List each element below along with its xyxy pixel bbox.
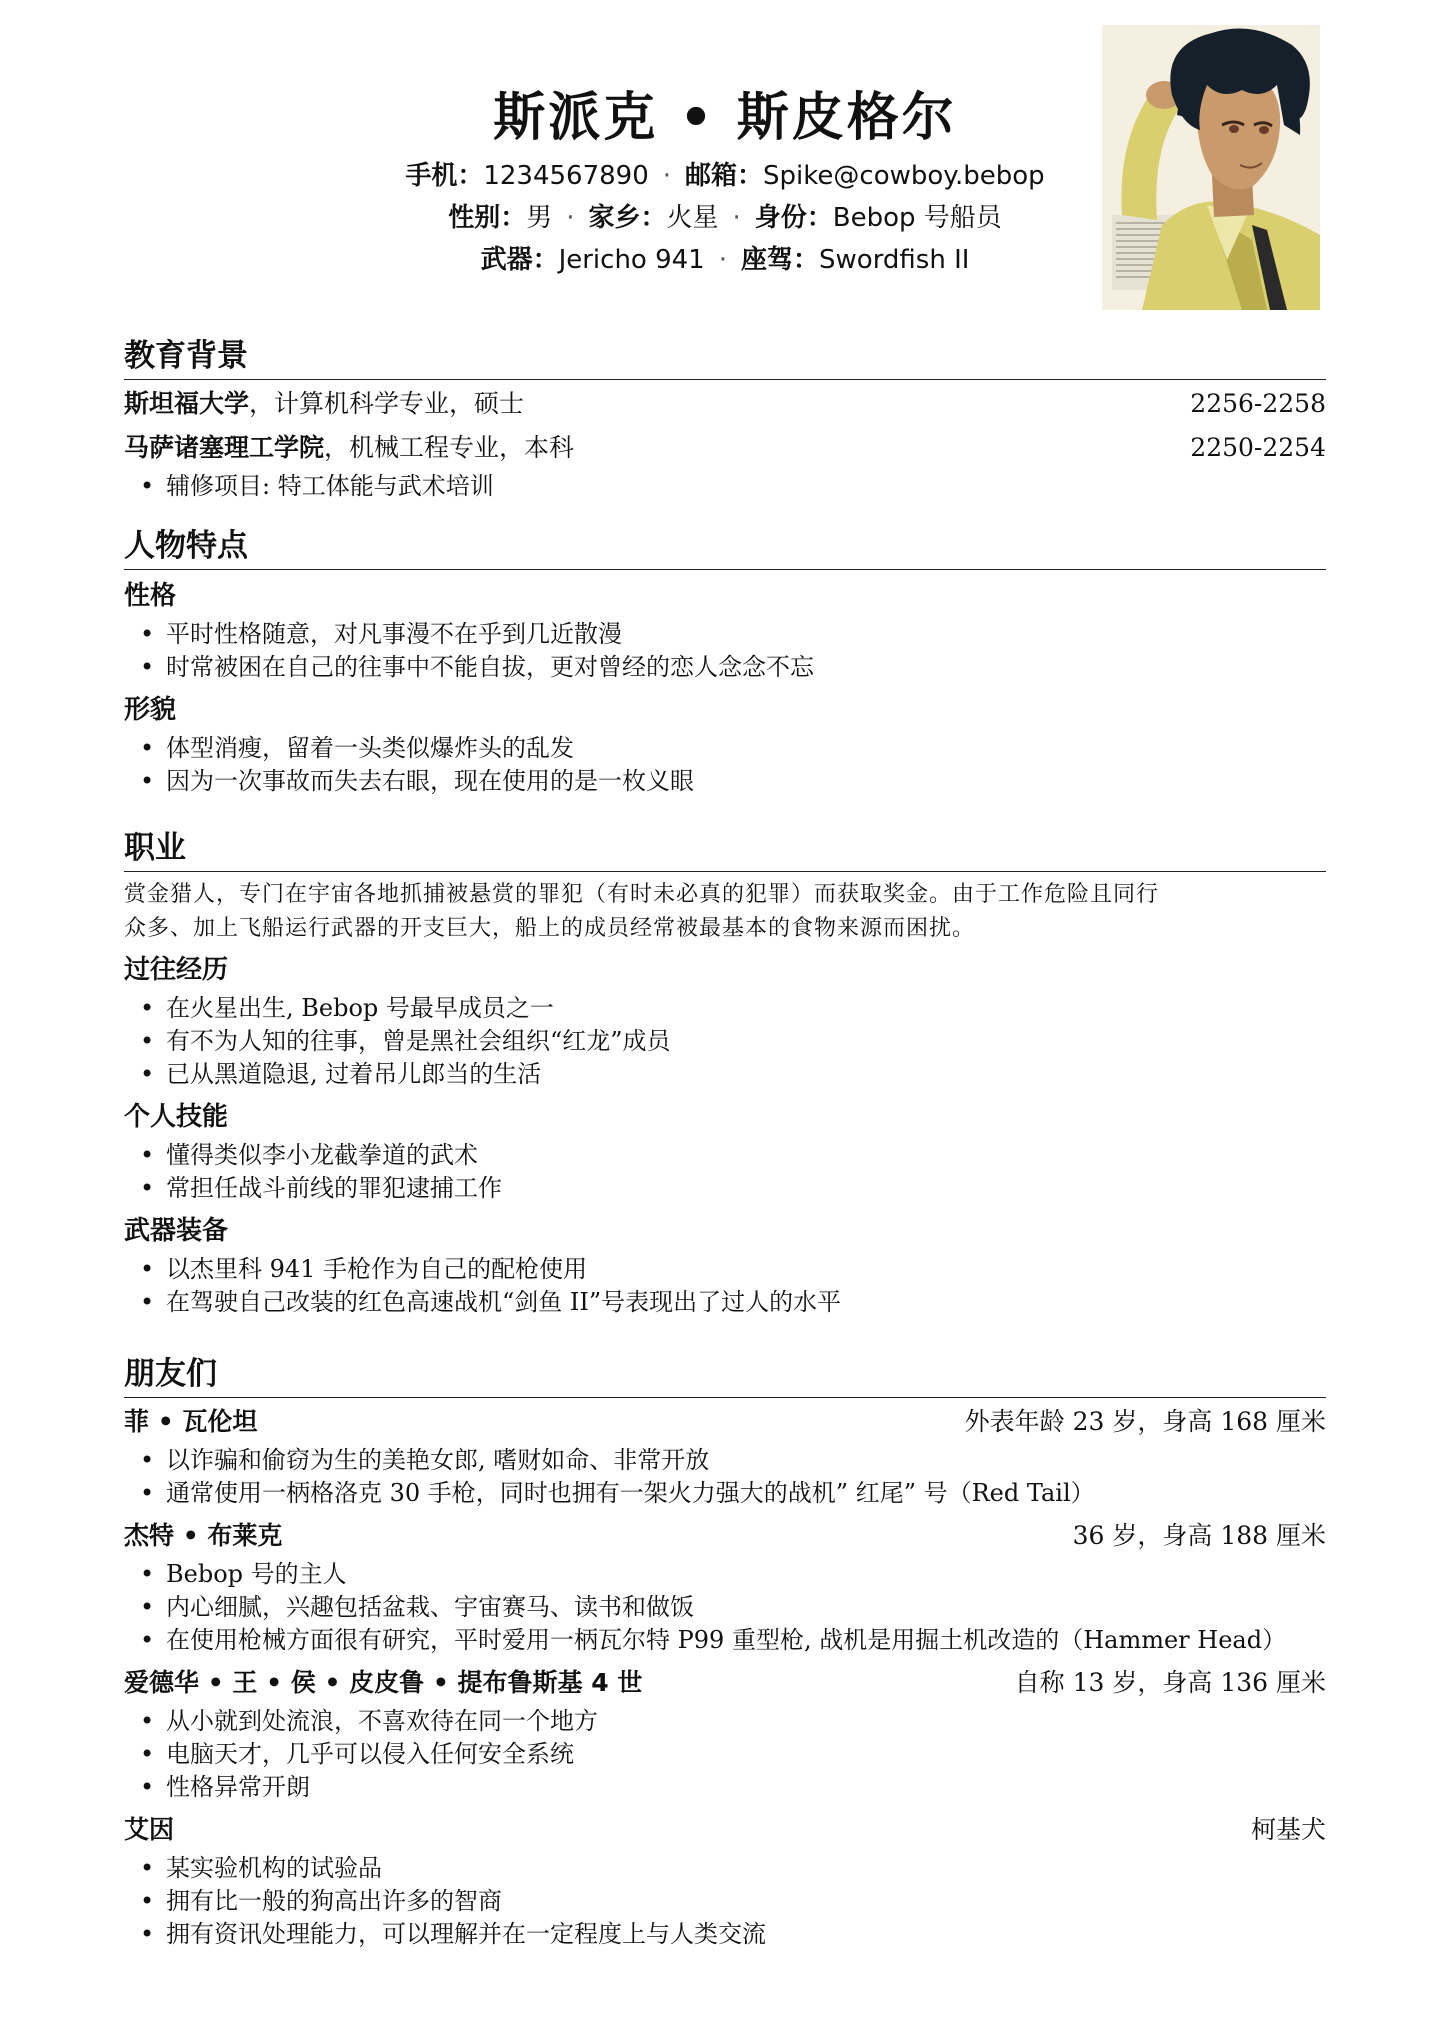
education-dates: 2250-2254 [1190,433,1326,462]
friend-name: 菲 • 瓦伦坦 [124,1407,258,1436]
phone-value: 1234567890 [483,161,649,191]
section-title-friends: 朋友们 [124,1348,1326,1398]
career-section [124,822,1326,1319]
friend-bullets [124,1444,1326,1510]
friends-section [124,1348,1326,1951]
subhead-personality: 性格 [124,581,177,611]
skills-bullets [124,1139,1326,1205]
friend-meta: 柯基犬 [1250,1815,1326,1844]
profile-photo [1102,25,1320,310]
friend-meta: 36 岁，身高 188 厘米 [1072,1521,1326,1550]
list-item: • 已从黑道隐退, 过着吊儿郎当的生活 [166,1058,1326,1091]
list-item: • 某实验机构的试验品 [166,1852,1326,1885]
past-bullets [124,992,1326,1091]
weapon-value: Jericho 941 [558,245,705,275]
phone-label: 手机： [405,161,484,191]
friend-meta: 外表年龄 23 岁，身高 168 厘米 [964,1407,1326,1436]
appearance-bullets [124,732,1326,798]
career-paragraph-line: 赏金猎人，专门在宇宙各地抓捕被悬赏的罪犯（有时未必真的犯罪）而获取奖金。由于工作危险且同行 [124,882,1160,907]
hometown-label: 家乡： [588,203,667,233]
gear-bullets [124,1253,1326,1319]
list-item: • 在使用枪械方面很有研究，平时爱用一柄瓦尔特 P99 重型枪, 战机是用掘土机改造的（Hammer Head） [166,1624,1326,1657]
career-paragraph [124,878,1326,946]
weapon-label: 武器： [480,245,559,275]
email-label: 邮箱： [685,161,764,191]
list-item: • Bebop 号的主人 [166,1558,1326,1591]
friend-row [124,1514,1326,1558]
list-item: • 因为一次事故而失去右眼，现在使用的是一枚义眼 [166,765,1326,798]
school-name: 马萨诸塞理工学院 [124,433,325,462]
education-section [124,330,1326,503]
hometown-value: 火星 [666,203,719,233]
separator: · [732,203,741,233]
friend-name: 艾因 [124,1815,175,1844]
friend-row [124,1661,1326,1705]
school-detail: ，计算机科学专业，硕士 [249,389,525,418]
list-item: • 拥有资讯处理能力，可以理解并在一定程度上与人类交流 [166,1918,1326,1951]
list-item: • 拥有比一般的狗高出许多的智商 [166,1885,1326,1918]
gender-label: 性别： [448,203,527,233]
friend-bullets [124,1705,1326,1804]
list-item: • 电脑天才，几乎可以侵入任何安全系统 [166,1738,1326,1771]
separator: · [566,203,575,233]
list-item: • 性格异常开朗 [166,1771,1326,1804]
identity-label: 身份： [754,203,833,233]
identity-value: Bebop 号船员 [832,203,1002,233]
friend-meta: 自称 13 岁，身高 136 厘米 [1014,1668,1326,1697]
email-value: Spike@cowboy.bebop [763,161,1045,191]
ride-value: Swordfish II [819,245,970,275]
list-item: • 在驾驶自己改装的红色高速战机“剑鱼 II”号表现出了过人的水平 [166,1286,1326,1319]
list-item: • 常担任战斗前线的罪犯逮捕工作 [166,1172,1326,1205]
personality-bullets [124,618,1326,684]
gender-value: 男 [526,203,553,233]
list-item: • 通常使用一柄格洛克 30 手枪，同时也拥有一架火力强大的战机” 红尾” 号（Red Tail） [166,1477,1326,1510]
friend-row [124,1400,1326,1444]
list-item: • 体型消瘦，留着一头类似爆炸头的乱发 [166,732,1326,765]
school-detail: ，机械工程专业，本科 [324,433,575,462]
list-item: • 以杰里科 941 手枪作为自己的配枪使用 [166,1253,1326,1286]
list-item: • 平时性格随意，对凡事漫不在乎到几近散漫 [166,618,1326,651]
subhead-past: 过往经历 [124,955,229,985]
list-item: • 有不为人知的往事，曾是黑社会组织“红龙”成员 [166,1025,1326,1058]
list-item: • 时常被困在自己的往事中不能自拔，更对曾经的恋人念念不忘 [166,651,1326,684]
section-title-education: 教育背景 [124,330,1326,380]
education-bullets [124,470,1326,503]
friend-row [124,1808,1326,1852]
friend-bullets [124,1852,1326,1951]
education-row [124,426,1326,470]
education-dates: 2256-2258 [1190,389,1326,418]
list-item: • 以诈骗和偷窃为生的美艳女郎, 嗜财如命、非常开放 [166,1444,1326,1477]
list-item: • 在火星出生, Bebop 号最早成员之一 [166,992,1326,1025]
separator: · [718,245,727,275]
career-paragraph-line: 众多、加上飞船运行武器的开支巨大，船上的成员经常被最基本的食物来源而困扰。 [124,916,976,941]
list-item: • 从小就到处流浪，不喜欢待在同一个地方 [166,1705,1326,1738]
ride-label: 座驾： [741,245,820,275]
friend-name: 爱德华 • 王 • 侯 • 皮皮鲁 • 提布鲁斯基 4 世 [124,1668,643,1697]
list-item: • 懂得类似李小龙截拳道的武术 [166,1139,1326,1172]
separator: · [662,161,672,191]
traits-section [124,520,1326,798]
school-name: 斯坦福大学 [124,389,250,418]
subhead-skills: 个人技能 [124,1102,229,1132]
section-title-traits: 人物特点 [124,520,1326,570]
friend-bullets [124,1558,1326,1657]
section-title-career: 职业 [124,822,1326,872]
subhead-gear: 武器装备 [124,1216,229,1246]
friend-name: 杰特 • 布莱克 [124,1521,283,1550]
list-item: • 内心细腻，兴趣包括盆栽、宇宙赛马、读书和做饭 [166,1591,1326,1624]
subhead-appearance: 形貌 [124,695,177,725]
person-name: 斯派克 • 斯皮格尔 [493,88,957,148]
list-item: • 辅修项目: 特工体能与武术培训 [166,470,1326,503]
education-row [124,382,1326,426]
